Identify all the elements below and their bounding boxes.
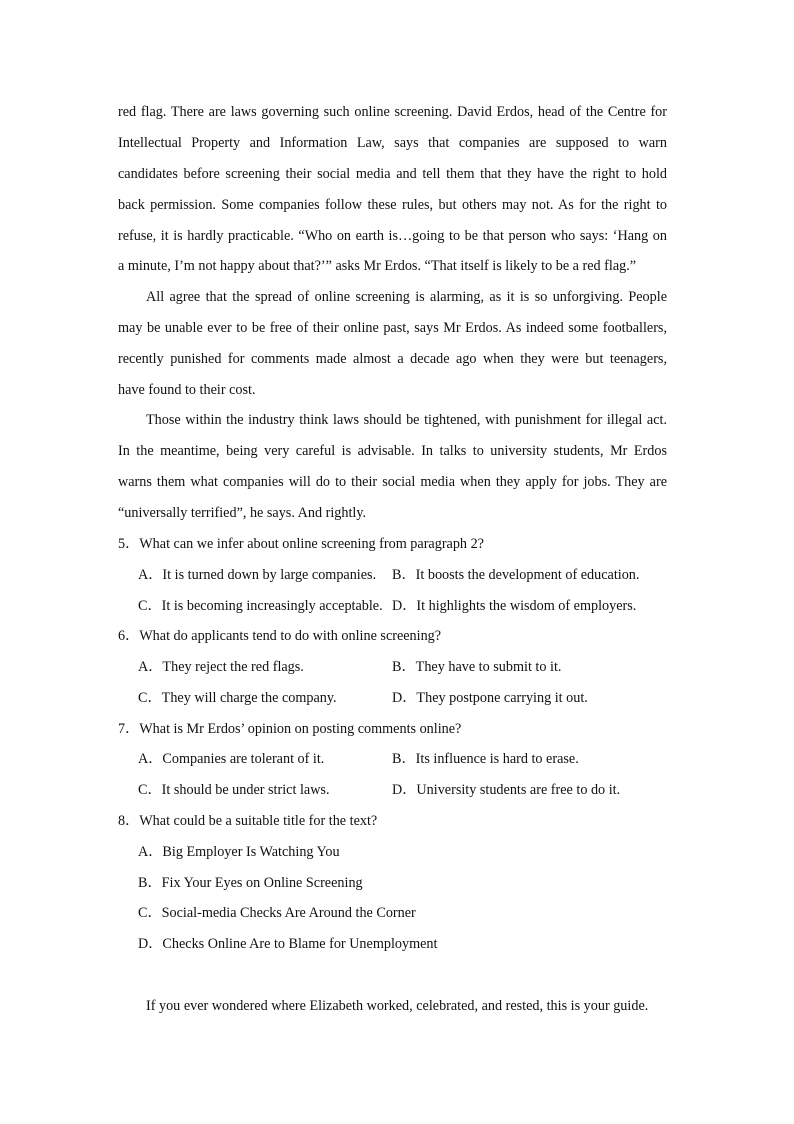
option-d: D．It highlights the wisdom of employers.: [392, 598, 637, 614]
passage-line: Intellectual Property and Information Law, says that companies are supposed to warn: [118, 135, 667, 151]
passage-line: back permission. Some companies follow these rules, but others may not. As for the right to: [118, 197, 667, 213]
question-stem: 8．What could be a suitable title for the text?: [118, 813, 378, 829]
passage-line: may be unable ever to be free of their online past, says Mr Erdos. As indeed some footballers,: [118, 320, 667, 336]
passage-line: candidates before screening their social media and tell them that they have the right to hold: [118, 166, 667, 182]
option-c: C．It is becoming increasingly acceptable.: [138, 598, 383, 614]
option-b: B．Its influence is hard to erase.: [392, 751, 579, 767]
next-passage-intro: If you ever wondered where Elizabeth worked, celebrated, and rested, this is your guide.: [146, 998, 649, 1014]
option-b: B．It boosts the development of education.: [392, 567, 640, 583]
option-a: A．They reject the red flags.: [138, 659, 304, 675]
question-stem: 6．What do applicants tend to do with online screening?: [118, 628, 442, 644]
question-stem: 7．What is Mr Erdos’ opinion on posting comments online?: [118, 721, 462, 737]
option-a: A．It is turned down by large companies.: [138, 567, 377, 583]
passage-line: “universally terrified”, he says. And rightly.: [118, 505, 367, 521]
passage-line: a minute, I’m not happy about that?’” asks Mr Erdos. “That itself is likely to be a red flag.”: [118, 258, 637, 274]
passage-line: refuse, it is hardly practicable. “Who on earth is…going to be that person who says: ‘Hang on: [118, 228, 667, 244]
option-b: B．Fix Your Eyes on Online Screening: [138, 875, 363, 891]
option-c: C．They will charge the company.: [138, 690, 337, 706]
passage-line: have found to their cost.: [118, 382, 256, 398]
question-stem: 5．What can we infer about online screening from paragraph 2?: [118, 536, 484, 552]
passage-line: red flag. There are laws governing such online screening. David Erdos, head of the Centre for: [118, 104, 667, 120]
option-d: D．Checks Online Are to Blame for Unemployment: [138, 936, 438, 952]
option-c: C．It should be under strict laws.: [138, 782, 330, 798]
passage-line: In the meantime, being very careful is advisable. In talks to university students, Mr Erdos: [118, 443, 667, 459]
option-c: C．Social-media Checks Are Around the Corner: [138, 905, 416, 921]
option-a: A．Companies are tolerant of it.: [138, 751, 325, 767]
option-d: D．They postpone carrying it out.: [392, 690, 588, 706]
option-d: D．University students are free to do it.: [392, 782, 621, 798]
passage-line: All agree that the spread of online screening is alarming, as it is so unforgiving. People: [146, 289, 667, 305]
option-b: B．They have to submit to it.: [392, 659, 562, 675]
passage-line: Those within the industry think laws should be tightened, with punishment for illegal act.: [146, 412, 667, 428]
passage-line: recently punished for comments made almost a decade ago when they were but teenagers,: [118, 351, 667, 367]
passage-line: warns them what companies will do to their social media when they apply for jobs. They are: [118, 474, 667, 490]
option-a: A．Big Employer Is Watching You: [138, 844, 340, 860]
